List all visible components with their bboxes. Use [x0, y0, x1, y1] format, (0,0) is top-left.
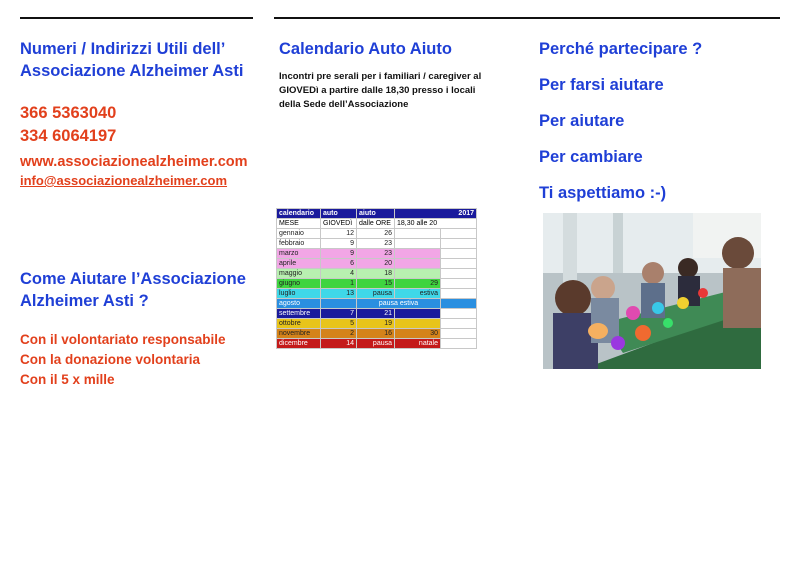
- calendar-cell: 4: [321, 269, 357, 279]
- phone-number-2[interactable]: 334 6064197: [20, 127, 117, 145]
- calendar-cell: 18: [357, 269, 395, 279]
- calendar-cell: pausa: [357, 339, 395, 349]
- phone-number-1[interactable]: 366 5363040: [20, 104, 117, 122]
- calendar-cell: agosto: [277, 299, 321, 309]
- calendar-cell: [395, 239, 441, 249]
- calendar-row: [277, 339, 477, 349]
- why-section: [539, 38, 779, 218]
- calendar-cell: 13: [321, 289, 357, 299]
- calendar-row: [277, 269, 477, 279]
- calendar-cell: 2: [321, 329, 357, 339]
- reason-help-others: Per aiutare: [539, 112, 625, 130]
- calendar-cell: [395, 319, 441, 329]
- calendar-cell: luglio: [277, 289, 321, 299]
- calendar-cell: 6: [321, 259, 357, 269]
- calendar-cell: [441, 279, 477, 289]
- calendar-row: [277, 329, 477, 339]
- calendar-cell: 7: [321, 309, 357, 319]
- calendar-cell: maggio: [277, 269, 321, 279]
- calendar-cell: [441, 309, 477, 319]
- calendar-cell: [441, 339, 477, 349]
- help-item-volunteer: Con il volontariato responsabile: [20, 332, 226, 347]
- calendar-header-cell: auto: [321, 209, 357, 219]
- calendar-subheader-cell: 18,30 alle 20: [395, 219, 477, 229]
- calendar-cell: 26: [357, 229, 395, 239]
- calendar-cell: 23: [357, 249, 395, 259]
- calendar-row: [277, 229, 477, 239]
- closing-text: Ti aspettiamo :-): [539, 184, 667, 202]
- calendar-cell: pausa estiva: [357, 299, 441, 309]
- calendar-cell: [441, 319, 477, 329]
- calendar-cell: [395, 249, 441, 259]
- calendar-subheader-cell: dalle ORE: [357, 219, 395, 229]
- calendar-row: [277, 279, 477, 289]
- calendar-row: [277, 249, 477, 259]
- calendar-cell: 1: [321, 279, 357, 289]
- calendar-cell: [395, 229, 441, 239]
- calendar-cell: aprile: [277, 259, 321, 269]
- calendar-header-cell: aiuto: [357, 209, 395, 219]
- calendar-cell: 5: [321, 319, 357, 329]
- calendar-row: [277, 239, 477, 249]
- calendar-cell: 12: [321, 229, 357, 239]
- calendar-cell: [441, 259, 477, 269]
- calendar-cell: 21: [357, 309, 395, 319]
- calendar-description: Incontri pre serali per i familiari / caregiver al GIOVEDì a partire dalle 18,30 presso i locali della Sede dell’Associazione: [279, 71, 482, 110]
- calendar-cell: dicembre: [277, 339, 321, 349]
- calendar-cell: 15: [357, 279, 395, 289]
- calendar-cell: [321, 299, 357, 309]
- calendar-cell: [441, 249, 477, 259]
- calendar-header-cell: calendario: [277, 209, 321, 219]
- help-title: Come Aiutare l’Associazione Alzheimer Asti ?: [20, 270, 246, 310]
- calendar-cell: pausa: [357, 289, 395, 299]
- calendar-row: [277, 319, 477, 329]
- calendar-year: 2017: [395, 209, 477, 219]
- calendar-cell: 16: [357, 329, 395, 339]
- calendar-cell: estiva: [395, 289, 441, 299]
- calendar-cell: [441, 289, 477, 299]
- calendar-cell: 29: [395, 279, 441, 289]
- calendar-cell: gennaio: [277, 229, 321, 239]
- calendar-cell: 20: [357, 259, 395, 269]
- top-rule-left: [20, 17, 253, 19]
- reason-get-help: Per farsi aiutare: [539, 76, 664, 94]
- calendar-cell: [441, 329, 477, 339]
- calendar-cell: natale: [395, 339, 441, 349]
- calendar-subheader-row: [277, 219, 477, 229]
- contacts-section: [20, 38, 260, 190]
- calendar-cell: [441, 299, 477, 309]
- calendar-cell: marzo: [277, 249, 321, 259]
- calendar-row: [277, 289, 477, 299]
- calendar-title: Calendario Auto Aiuto: [279, 40, 452, 58]
- calendar-cell: 19: [357, 319, 395, 329]
- calendar-header-row: [277, 209, 477, 219]
- calendar-cell: 9: [321, 239, 357, 249]
- calendar-cell: 30: [395, 329, 441, 339]
- calendar-cell: [395, 309, 441, 319]
- why-title: Perché partecipare ?: [539, 40, 703, 58]
- calendar-cell: giugno: [277, 279, 321, 289]
- top-rule-right: [274, 17, 780, 19]
- calendar-cell: [395, 259, 441, 269]
- calendar-cell: [395, 269, 441, 279]
- calendar-section: [279, 38, 494, 112]
- calendar-cell: novembre: [277, 329, 321, 339]
- email-link[interactable]: info@associazionealzheimer.com: [20, 173, 228, 188]
- calendar-cell: 23: [357, 239, 395, 249]
- calendar-subheader-cell: MESE: [277, 219, 321, 229]
- calendar-cell: febbraio: [277, 239, 321, 249]
- calendar-table: [276, 208, 477, 349]
- calendar-cell: [441, 229, 477, 239]
- group-meeting-photo-icon: [543, 213, 761, 369]
- website-link[interactable]: www.associazionealzheimer.com: [20, 154, 248, 170]
- contacts-title: Numeri / Indirizzi Utili dell’ Associazione Alzheimer Asti: [20, 40, 244, 80]
- calendar-row: [277, 259, 477, 269]
- reason-change: Per cambiare: [539, 148, 643, 166]
- calendar-cell: ottobre: [277, 319, 321, 329]
- calendar-cell: [441, 239, 477, 249]
- calendar-subheader-cell: GIOVEDì: [321, 219, 357, 229]
- help-item-5x1000: Con il 5 x mille: [20, 372, 115, 387]
- calendar-row: [277, 299, 477, 309]
- calendar-cell: [441, 269, 477, 279]
- help-section: [20, 268, 250, 390]
- calendar-cell: 14: [321, 339, 357, 349]
- calendar-row: [277, 309, 477, 319]
- help-item-donation: Con la donazione volontaria: [20, 352, 201, 367]
- calendar-cell: 9: [321, 249, 357, 259]
- calendar-cell: settembre: [277, 309, 321, 319]
